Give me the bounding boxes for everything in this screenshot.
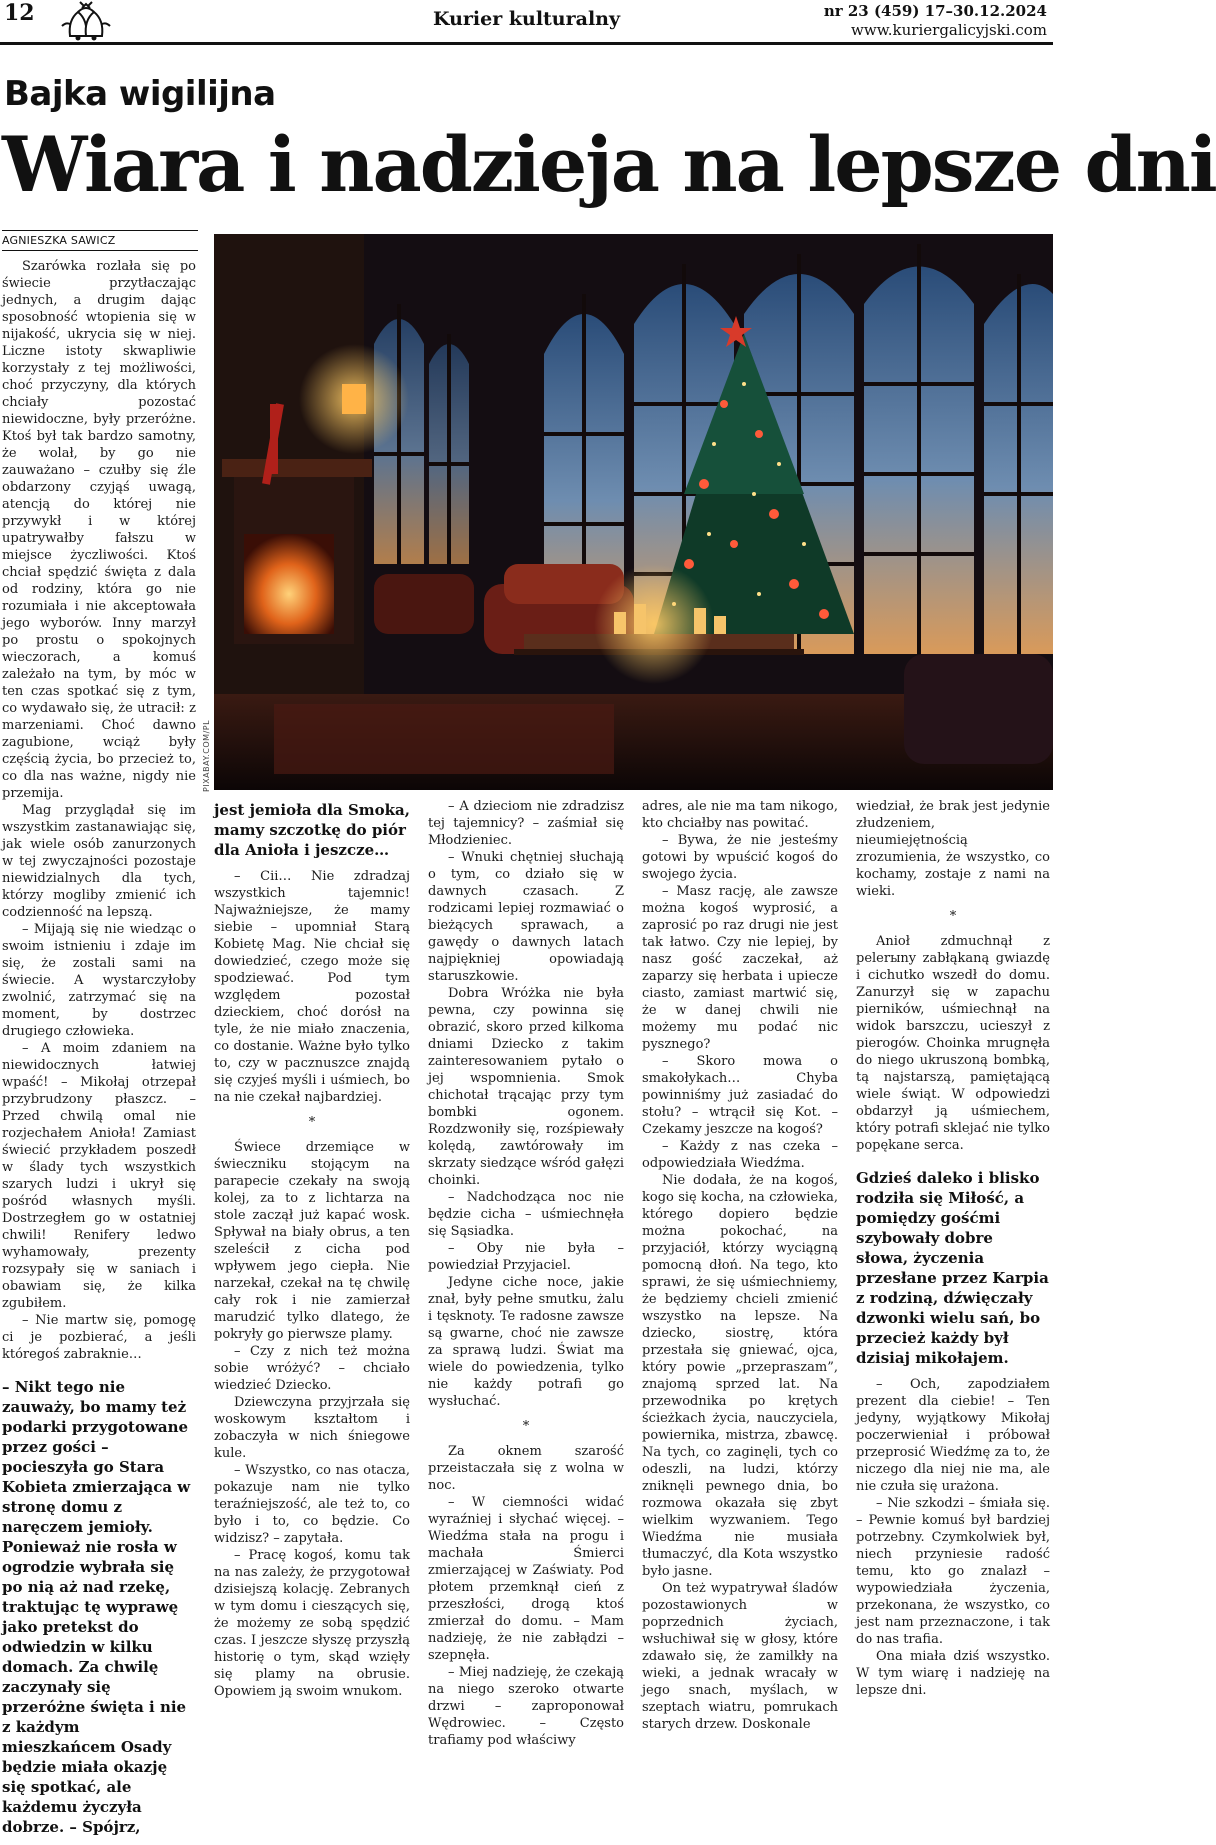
page-number: 12 <box>4 0 35 26</box>
pull-text: – Nikt tego nie zauważy, bo mamy też podarki przygotowane przez gości – pocieszyła go Stara Kobieta zmierzająca w stronę domu z naręczem jemioły. Ponieważ nie rosła w ogrodzie wybrała się po nią aż nad rzekę, traktując tę wyprawę jako pretekst do odwiedzin w kilku domach. Za chwilę zaczynały się przeróżne święta i nie z każdym mieszkańcem Osady będzie miała okazję się spotkać, ale każdemu życzyła dobrze. – Spójrz, <box>2 1378 191 1836</box>
paragraph: – Nadchodząca noc nie będzie cicha – uśmiechnęła się Sąsiadka. <box>428 1190 624 1239</box>
page-header <box>0 0 1053 48</box>
article-author: AGNIESZKA SAWICZ <box>2 234 116 247</box>
paragraph: – Wszystko, co nas otacza, pokazuje nam nie tylko teraźniejszość, ale też to, co było i to, co będzie. Co widzisz? – zapytała. <box>214 1463 410 1546</box>
paragraph: – Mijają się nie wiedząc o swoim istnieniu i zdaje im się, że zostali sami na świecie. A wystarczyłoby zwolnić, zatrzymać się na moment, by dostrzec drugiego człowieka. <box>2 922 196 1039</box>
paragraph: – Oby nie była – powiedział Przyjaciel. <box>428 1241 624 1273</box>
section-separator: * <box>522 1419 530 1434</box>
header-rule <box>0 42 1053 45</box>
paragraph: – Każdy z nas czeka – odpowiedziała Wiedźma. <box>642 1139 838 1171</box>
paragraph: – W ciemności widać wyraźniej i słychać więcej. – Wiedźma stała na progu i machała Śmierci zmierzającej w Zaświaty. Pod płotem przemknął cień z przeszłości, drogą ktoś zmierzał do domu. – Mam nadzieję, że nie zabłądzi – szepnęła. <box>428 1495 624 1663</box>
paragraph: Świece drzemiące w świeczniku stojącym na parapecie czekały na swoją kolej, za to z lichtarza na stole zaczął już kapać wosk. Spływał na biały obrus, a ten szeleścił z cicha pod wpływem jego ciepła. Nie narzekał, czekał na tę chwilę cały rok i nie zamierzał marudzić tylko dlatego, że pokryły go pierwsze plamy. <box>214 1140 410 1342</box>
paragraph: – A dzieciom nie zdradzisz tej tajemnicy? – zaśmiał się Młodzieniec. <box>428 799 624 848</box>
paragraph: – Pracę kogoś, komu tak na nas zależy, że przygotował dzisiejszą kolację. Zebranych w tym domu i cieszących się, że możemy ze sobą spędzić czas. I jeszcze słyszę przyszłą historię o tym, skąd wzięły się plamy na obrusie. Opowiem ją swoim wnukom. <box>214 1548 410 1699</box>
paragraph: Za oknem szarość przeistaczała się z wolna w noc. <box>428 1444 624 1493</box>
issue-number: nr 23 (459) 17–30.12.2024 <box>823 2 1047 20</box>
paragraph: – Skoro mowa o smakołykach… Chyba powinniśmy już zasiadać do stołu? – wtrącił się Kot. – Czekamy jeszcze na kogoś? <box>642 1054 838 1137</box>
column-5 <box>856 798 1050 1699</box>
column-3 <box>428 798 624 1749</box>
paragraph: – Nie martw się, pomogę ci je pozbierać, a jeśli któregoś zabraknie… <box>2 1313 196 1362</box>
author-rule <box>2 230 198 231</box>
paragraph: – Nie szkodzi – śmiała się. – Pewnie komuś był bardziej potrzebny. Czymkolwiek był, niech przyniesie radość temu, kto go znalazł – wypowiedziała życzenia, przekonana, że wszystko, co jest nam przeznaczone, i tak do nas trafia. <box>856 1496 1050 1647</box>
paragraph: – Wnuki chętniej słuchają o tym, co działo się w dawnych czasach. Z rodzicami lepiej rozmawiać o bieżących sprawach, a gawędy o dawnych latach najpiękniej opowiadają staruszkowie. <box>428 850 624 984</box>
paragraph: – Czy z nich też można sobie wróżyć? – chciało wiedzieć Dziecko. <box>214 1344 410 1393</box>
christmas-interior-illustration <box>214 234 1053 790</box>
pull-text: jest jemioła dla Smoka, mamy szczotkę do piór dla Anioła i jeszcze… <box>214 801 410 859</box>
paragraph: Mag przyglądał się im wszystkim zastanawiając się, jak wiele osób zanurzonych w tej zwyczajności pozostaje niewidzialnych dla tych, którzy mogliby zmienić ich codzienność na lepszą. <box>2 803 196 920</box>
paragraph: – Och, zapodziałem prezent dla ciebie! – Ten jedyny, wyjątkowy Mikołaj poczerwieniał i próbował przeprosić Wiedźmę za to, że niczego dla niej nie ma, ale nie czuła się urażona. <box>856 1377 1050 1494</box>
website-link[interactable]: www.kuriergalicyjski.com <box>851 21 1047 39</box>
paragraph: Anioł zdmuchnął z pelerыny zabłąkaną gwiazdę i cichutko wszedł do domu. Zanurzył się w zapachu pierników, uśmiechnął na widok barszczu, ucieszył z pierogów. Choinka mrugnęła do niego ukruszoną bombką, tą najstarszą, pamiętającą wiele świąt. W odpowiedzi obdarzył ją uśmiechem, który potrafi sklejać nie tylko popękane serca. <box>856 934 1050 1153</box>
section-separator: * <box>949 909 957 924</box>
paragraph: wiedział, że brak jest jedynie złudzeniem, nieumiejętnością zrozumienia, że wszystko, co kochamy, zostaje z nami na wieki. <box>856 799 1050 899</box>
pull-text: Gdzieś daleko i blisko rodziła się Miłość, a pomiędzy gośćmi szybowały dobre słowa, życzenia przesłane przez Karpia z rodziną, dźwięczały dzwonki wielu sań, bo przecież każdy był dzisiaj mikołajem. <box>856 1169 1049 1367</box>
paragraph: – A moim zdaniem na niewidocznych łatwiej wpaść! – Mikołaj otrzepał przybrudzony płaszcz. – Przed chwilą omal nie rozjechałem Anioła! Zamiast świecić przykładem poszedł w ślady tych wszystkich szarych ludzi i ukrył się pośród własnych myśli. Dostrzegłem go w ostatniej chwili! Renifery ledwo wyhamowały, prezenty rozsypały się w saniach i obawiam się, że kilka zgubiłem. <box>2 1041 196 1311</box>
paragraph: – Bywa, że nie jesteśmy gotowi by wpuścić kogoś do swojego życia. <box>642 833 838 882</box>
photo-credit: PIXABAY.COM/PL <box>202 719 211 792</box>
column-1 <box>2 258 196 1845</box>
paragraph: On też wypatrywał śladów pozostawionych w poprzednich życiach, wsłuchiwał się w głosy, które zdawało się, że zamilkły na wieki, a jednak wracały w jego snach, myślach, w szeptach wiatru, pomrukach starych drzew. Doskonale <box>642 1581 838 1732</box>
paragraph: – Cii… Nie zdradzaj wszystkich tajemnic! Najważniejsze, że mamy siebie – upomniał Starą Kobietę Mag. Nie chciał się dowiedzieć, czego może się spodziewać. Pod tym względem pozostał dzieckiem, choć dorósł na tyle, że nie miało znaczenia, co dostanie. Ważne było tylko to, czy w pacznuszce znajdą się czyjeś myśli i uśmiech, bo na nie czekał najbardziej. <box>214 869 410 1105</box>
section-separator: * <box>308 1115 316 1130</box>
paragraph: Ona miała dziś wszystko. W tym wiarę i nadzieję na lepsze dni. <box>856 1649 1050 1698</box>
paragraph: adres, ale nie ma tam nikogo, kto chciałby nas powitać. <box>642 799 838 831</box>
section-title: Kurier kulturalny <box>432 8 621 30</box>
paragraph: Jedyne ciche noce, jakie znał, były pełne smutku, żalu i tęsknoty. Te radosne zawsze są gwarne, choć nie zawsze za sprawą ludzi. Świat ma wiele do powiedzenia, tylko nie każdy potrafi go wysłuchać. <box>428 1275 624 1409</box>
paragraph: – Miej nadzieję, że czekają na niego szeroko otwarte drzwi – zaproponował Wędrowiec. – Często trafiamy pod właściwy <box>428 1665 624 1748</box>
paragraph: Dobra Wróżka nie była pewna, czy powinna się obrazić, skoro przed kilkoma dniami Dziecko z takim zainteresowaniem pytało o jej wspomnienia. Smok chichotał trącając przy tym bombki ogonem. Rozdzwoniły się, rozśpiewały kolędą, zawtórowały im skrzaty siedzące wśród gałęzi choinki. <box>428 986 624 1188</box>
paragraph: Szarówka rozlała się po świecie przytłaczając jednych, a drugim dając sposobność wtopienia się w nijakość, ukrycia się w niej. Liczne istoty skwapliwie korzystały z tej możliwości, choć przyczyny, dla których chciały pozostać niewidoczne, były przeróżne. Ktoś był tak bardzo samotny, że wolał, by go nie zauważano – czułby się źle obdarzony czyjąś uwagą, atencją do której nie przywykł i w której upatrywałby fałszu w miejsce życzliwości. Ktoś chciał spędzić święta z dala od rodziny, która go nie rozumiała i nie akceptowała jego wyborów. Inny marzył po prostu o spokojnych wieczorach, a komuś zależało na tym, by móc w ten czas spotkać się z tym, co wydawało się, że utracił: z marzeniami. Choć dawno zagubione, wciąż były częścią życia, bo przecież to, co dla nas ważne, nigdy nie przemija. <box>2 259 196 801</box>
paragraph: Dziewczyna przyjrzała się woskowym kształtom i zobaczyła w nich śniegowe kule. <box>214 1395 410 1461</box>
paragraph: Nie dodała, że na kogoś, kogo się kocha, na człowieka, którego dopiero będzie można pokochać, na przyjaciół, którzy wyciągną pomocną dłoń. Na tego, kto sprawi, że się uśmiechniemy, że będziemy chcieli zmienić wszystko na lepsze. Na dziecko, siostrę, która przestała się gniewać, ojca, który powie „przepraszam”, znajomą sprzed lat. Na przewodnika po krętych ścieżkach życia, nauczyciela, powiernika, mistrza, zbawcę. Na tych, co zaginęli, tych co odeszli, na ludzi, którzy zniknęli pewnego dnia, bo rozmowa okazała się zbyt wielkim wyzwaniem. Tego Wiedźma nie musiała tłumaczyć, dla Kota wszystko było jasne. <box>642 1173 838 1579</box>
column-2 <box>214 800 410 1700</box>
article-title: Wiara i nadzieja na lepsze dni <box>2 120 1216 209</box>
paragraph: – Masz rację, ale zawsze można kogoś wyprosić, a zaprosić po raz drugi nie jest tak łatwo. Czy nie lepiej, by nasz gość zaczekał, aż zaparzy się herbata i upiecze ciasto, zamiast martwić się, że w danej chwili nie możemy mu podać nic pysznego? <box>642 884 838 1052</box>
article-kicker: Bajka wigilijna <box>4 74 276 114</box>
author-rule <box>2 250 198 251</box>
column-4 <box>642 798 838 1733</box>
issue-info <box>824 2 1047 40</box>
article-photo <box>214 234 1053 790</box>
